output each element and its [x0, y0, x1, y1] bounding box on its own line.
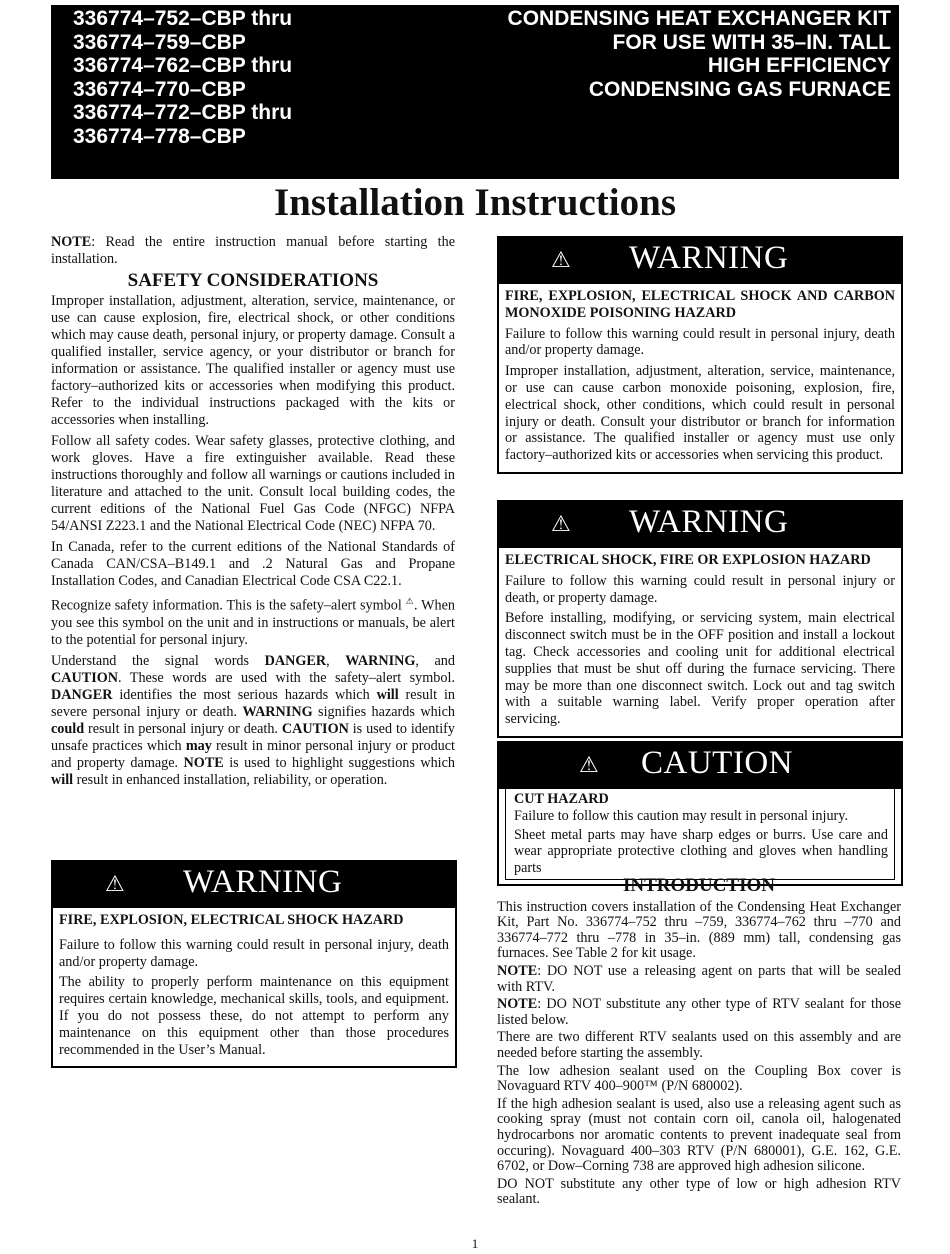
safety-paragraph: In Canada, refer to the current editions of the National Standards of Canada CAN/CSA–B149.1 and .2 Natural Gas and Propane Installation Codes, and Canadian Electrical Code CSA C22.1. [51, 539, 455, 589]
alert-triangle-icon: ⚠ [551, 248, 571, 273]
hazard-title: FIRE, EXPLOSION, ELECTRICAL SHOCK HAZARD [59, 912, 404, 928]
safety-alert-icon: ⚠ [405, 597, 415, 607]
kit-line: FOR USE WITH 35–IN. TALL [612, 30, 891, 54]
warning-body [499, 284, 901, 472]
caution-text: Sheet metal parts may have sharp edges or burrs. Use care and wear appropriate protective clothing and gloves when handling parts [514, 826, 888, 877]
alert-triangle-icon: ⚠ [105, 872, 125, 897]
hazard-title: FIRE, EXPLOSION, ELECTRICAL SHOCK AND CARBON MONOXIDE POISONING HAZARD [505, 288, 895, 321]
part-line: 336774–778–CBP [73, 124, 246, 148]
kit-title [508, 7, 891, 101]
intro-note: NOTE: DO NOT use a releasing agent on parts that will be sealed with RTV. [497, 962, 901, 995]
intro-note: NOTE: DO NOT substitute any other type of RTV sealant for those listed below. [497, 996, 901, 1028]
alert-triangle-icon: ⚠ [579, 753, 599, 778]
part-line: 336774–772–CBP thru [73, 101, 293, 125]
warning-header [499, 238, 901, 284]
safety-paragraph: Recognize safety information. This is the safety–alert symbol ⚠. When you see this symbol on the unit and in instructions or manuals, be alert to the potential for personal injury. [51, 597, 456, 648]
left-column [51, 234, 455, 793]
hazard-title: CUT HAZARD [514, 791, 609, 807]
warning-text: Before installing, modifying, or servicing system, main electrical disconnect switch must be in the OFF position and install a lockout tag. Check accessories and cooling unit for additional electrical supplies that must be shut off during the furnace servicing. There may be more than one disconnect switch. Lock out and tag switch with a suitable warning label. Verify proper operation after servicing. [505, 610, 895, 728]
warning-label: WARNING [629, 504, 789, 540]
alert-triangle-icon: ⚠ [551, 512, 571, 537]
safety-paragraph: Improper installation, adjustment, alteration, service, maintenance, or use can cause explosion, fire, electrical shock, or other conditions which may cause death, personal injury, or property damage. Consult a qualified installer, service agency, or your distributor or branch for information or assistance. The qualified installer or agency must use factory–authorized kits or accessories when modifying this product. Refer to the individual instructions packaged with the kits or accessories when installing. [51, 293, 455, 428]
warning-text: Improper installation, adjustment, alteration, service, maintenance, or use can cause carbon monoxide poisoning, explosion, fire, electrical shock, other conditions, which could result in personal injury or death. Consult your distributor or branch for information or assistance. The qualified installer or agency must use only factory–authorized kits or accessories when servicing this product. [505, 363, 895, 464]
warning-text: The ability to properly perform maintenance on this equipment requires certain knowledge, mechanical skills, tools, and equipment. If you do not possess these, do not attempt to perform any maintenance on this equipment other than those procedures recommended in the User’s Manual. [59, 974, 449, 1058]
safety-paragraph: Follow all safety codes. Wear safety glasses, protective clothing, and work gloves. Have a fire extinguisher available. Read these instructions thoroughly and follow all warnings or cautions included in literature and attached to the unit. Consult local building codes, the current editions of the National Fuel Gas Code (NFGC) NFPA 54/ANSI Z223.1 and the National Electrical Code (NEC) NFPA 70. [51, 433, 455, 534]
intro-paragraph: The low adhesion sealant used on the Coupling Box cover is Novaguard RTV 400–900™ (P/N 680002). [497, 1062, 901, 1095]
warning-box-electrical [497, 500, 903, 738]
warning-box-co [497, 236, 903, 474]
part-line: 336774–762–CBP thru [73, 54, 293, 78]
part-line: 336774–759–CBP [73, 30, 246, 54]
intro-paragraph: If the high adhesion sealant is used, also use a releasing agent such as cooking spray (must not contain corn oil, canola oil, halogenated hydrocarbons nor aromatic contents to prevent inadequate seal from occuring). Novaguard 400–303 RTV (P/N 680001), G.E. 162, G.E. 6702, or Dow–Corning 738 are approved high adhesion silicone. [497, 1095, 901, 1175]
caution-body [505, 789, 895, 880]
caution-header [499, 743, 901, 789]
page-number: 1 [471, 1236, 479, 1251]
warning-box-left [51, 860, 457, 1068]
header-banner [51, 5, 899, 179]
hazard-title: ELECTRICAL SHOCK, FIRE OR EXPLOSION HAZARD [505, 552, 871, 568]
kit-line: CONDENSING GAS FURNACE [588, 77, 891, 101]
caution-label: CAUTION [641, 745, 793, 781]
note-paragraph: NOTE: Read the entire instruction manual before starting the installation. [51, 234, 455, 267]
page-title: Installation Instructions [274, 181, 676, 224]
warning-header [499, 502, 901, 548]
safety-heading: SAFETY CONSIDERATIONS [127, 270, 379, 291]
warning-label: WARNING [629, 240, 789, 276]
part-line: 336774–752–CBP thru [73, 7, 293, 30]
part-numbers [73, 7, 292, 149]
kit-line: HIGH EFFICIENCY [707, 54, 891, 78]
warning-text: Failure to follow this warning could result in personal injury or death, or property damage. [505, 572, 895, 606]
kit-line: CONDENSING HEAT EXCHANGER KIT [507, 7, 891, 30]
signal-words-paragraph: Understand the signal words DANGER, WARNING, and CAUTION. These words are used with the safety–alert symbol. DANGER identifies the most serious hazards which will result in severe personal injury or death. WARNING signifies hazards which could result in personal injury or death. CAUTION is used to identify unsafe practices which may result in minor personal injury or product and property damage. NOTE is used to highlight suggestions which will result in enhanced installation, reliability, or operation. [51, 652, 455, 788]
warning-header [53, 862, 455, 908]
warning-text: Failure to follow this warning could result in personal injury, death and/or property damage. [59, 936, 449, 970]
warning-text: Failure to follow this warning could result in personal injury, death and/or property damage. [505, 325, 895, 359]
intro-paragraph: There are two different RTV sealants used on this assembly and are needed before starting the assembly. [497, 1029, 901, 1061]
caution-box [497, 741, 903, 886]
warning-label: WARNING [183, 864, 343, 900]
part-line: 336774–770–CBP [73, 77, 246, 101]
caution-text: Failure to follow this caution may result in personal injury. [514, 807, 849, 824]
intro-paragraph: DO NOT substitute any other type of low or high adhesion RTV sealant. [497, 1175, 901, 1208]
intro-section [497, 876, 901, 1210]
intro-heading: INTRODUCTION [622, 875, 776, 896]
intro-paragraph: This instruction covers installation of the Condensing Heat Exchanger Kit, Part No. 336774–752 thru –759, 336774–762 thru –770 and 336774–772 thru –778 in 35–in. (889 mm) tall, condensing gas furnaces. See Table 2 for kit usage. [497, 898, 901, 962]
warning-body [53, 908, 455, 1066]
warning-body [499, 548, 901, 736]
